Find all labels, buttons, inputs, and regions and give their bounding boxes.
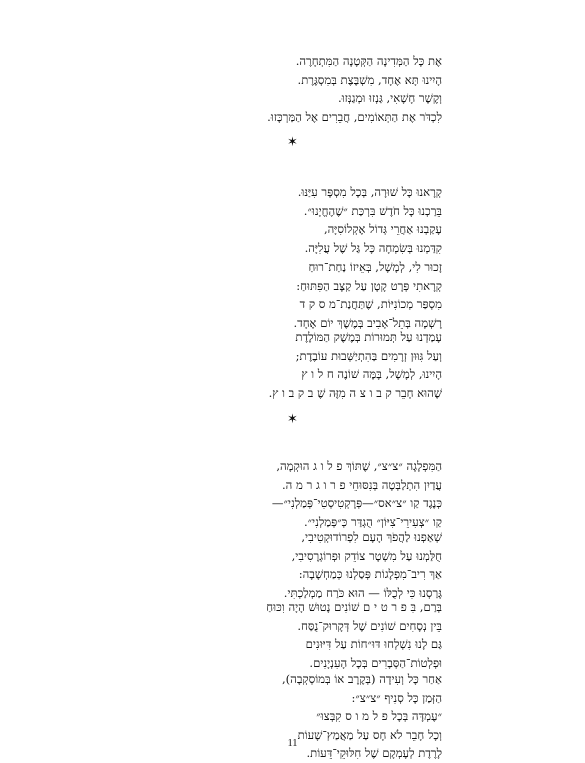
verse-line: אֶת כָּל הַמְּדִינָה הַקְּטָנָה הַמִּתְחָרֶה. [295,54,442,68]
verse-line: עֲדַיִן הִתְלַבְּטָה בְּנִסּוּחֵי פ ר ו ג ר מ ה. [281,477,442,492]
verse-line: שְׁאַפְנוּ לַהֲפֹךְ הָעָם לִפְרוֹדוּקְטִיבִי, [301,530,442,544]
section-divider-star-icon: ✶ [287,135,298,150]
verse-line: בֵּין נְסָחִים שׁוֹנִים שֶׁל דְּקָרוּק־נֻסַּח. [297,618,442,633]
verse-line: אַךְ רִיב־מִפְלָגוֹת פְּסַלְנוּ כְּמַחְשָׁבָה: [298,567,442,581]
verse-line: וְעַל גִּוּוּן זְרָמִים בַּהִתְיַשְּׁבוּת עוֹבֶדֶת; [295,348,442,363]
stanza-4 [210,328,442,402]
stanza-7 [210,598,442,672]
verse-line: הַזְּמַן כָּל סְנִיף ״צ״צ״: [351,690,442,705]
verse-line: וְכָל חָבֵר לֹא חָס עַל מַאֲמַץ־שָׁעוֹת [297,727,442,742]
verse-line: לָרֶדֶת לְעָמְקָם שֶׁל חִלּוּקֵי־דֵּעוֹת. [306,746,442,760]
verse-line: אַחַר כָּל וְעִידָה (בְּקֶרֶב אוֹ בְּמוֹסְקְבָה), [281,672,442,686]
verse-line: הַמִּפְלָגָה ״צ״צ״, שֶׁתּוֹךְ פ ל ו ג הוּקְמָה, [276,459,442,473]
verse-line: עָמַדְנוּ עַל תְּמוּרוֹת בְּמֶשֶׁק הַמּוֹלֶדֶת [295,330,442,344]
verse-line: קִדַּמְנוּ בְּשִׂמְחָה כָּל גַּל שֶׁל עֲלִיָּה. [304,240,442,255]
verse-line: וְקֶשֶׁר חָשָׁאִי, גַּנְזוּ וּמְגַנְּזוּ. [338,91,442,105]
verse-line: בֵּרַכְנוּ כָּל חֹדֶשׁ בִּרְכַּת ״שֶׁהֶחֱיָנוּ״. [303,203,442,218]
stanza-2 [210,183,442,257]
page-number: 11 [287,738,298,749]
stanza-6 [210,528,442,602]
verse-line: קְרָאנוּ כָּל שׁוּרָה, בְּכָל מִסְפָּר עִיַּנּוּ. [297,185,442,199]
stanza-1 [210,52,442,126]
verse-line: שֶׁהוּא חָבֵר ק ב ו צ ה מִזֶּה שֶׁ ב ק ב ו ץ. [268,385,442,400]
verse-line: ״עֶמְדָּה בְּכָל פ ל מ ו ס קִבְּצוּ״ [316,709,442,723]
verse-line: גָּרַסְנוּ כִּי לְכֻלּוֹ — הוּא כֹּרַח מַמְלַכְתִּי. [283,585,442,600]
verse-line: עָקַבְנוּ אַחֲרֵי גְּדוֹל אֶקְלוֹסִיָּה, [323,222,442,236]
verse-line: הָיִינוּ, לְמָשָׁל, בָּמֶּה שׁוֹנֶה ח ל ו ץ [301,367,442,381]
verse-line: כְּנֶגֶד קַו ״צ״אס״—פְּרָקְטִיסְטִי־פְּמַלְנִי״— [271,496,442,510]
verse-line: לִכְדֹּר אֶת הַתְּאוֹמִים, חֲבֵרִים אֶל הַמַּרְכָּזוּ. [267,109,442,124]
verse-line: הָיִינוּ תָּא אֶחָד, מִשְׁבֶּצֶת בְּמִסְגֶּרֶת. [297,72,442,87]
verse-line: זָכוּר לִי, לְמָשָׁל, בְּאֵיזוֹ נַחַת־רוּחַ [308,260,442,274]
verse-line: מִסְפַּר מְכוֹנִיּוֹת, שֶׁתַּחֲנַת־מ ס ק ד [299,297,442,311]
verse-line: וּפְלְטוֹת־הַסְּבָרִים בְּכָל הָעִנְיָנִים. [309,655,442,670]
stanza-5 [210,457,442,531]
verse-line: קַו ״צְעִירֵי־צִיּוֹן״ הֻגְדַּר כְּ״פְּמַלְנִי״. [303,514,442,529]
verse-line: גַּם לָנוּ נִשְׁלְחוּ דּוּ״חוֹת עַל דִּיּוּנִים [305,637,442,651]
verse-line: קְרָאתִי פְּרָט קָטָן עַל קַצָּב הַפִּתּוּחַ: [296,278,442,293]
section-divider-star-icon: ✶ [287,412,298,427]
verse-line: בְּרַם, בִּ פ ר ט י ם שׁוֹנִים נָטוּשׁ הָיָה וִכּוּחַ [266,600,442,614]
verse-line: חֻלַּמְנוּ עַל מִשְׁטָר צוֹדֵק וּפְרוֹגְרֶסִיבִי, [291,548,442,563]
verse-line: רָשְׁמָה בְּתֵל־אָבִיב בְּמֶשֶׁךְ יוֹם אֶחָד. [293,315,442,330]
stanza-3 [210,258,442,332]
